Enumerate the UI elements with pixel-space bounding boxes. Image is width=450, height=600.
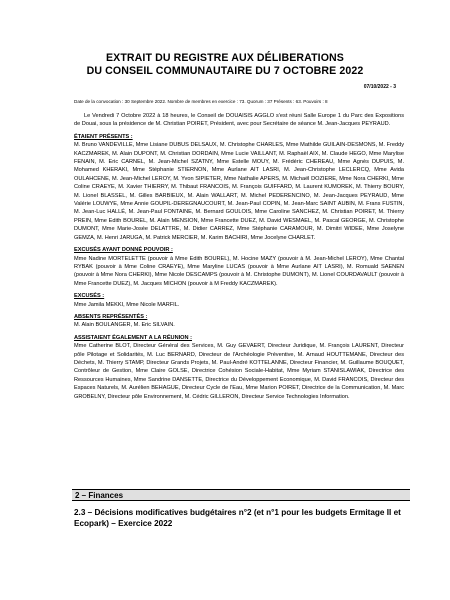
title-line-1: EXTRAIT DU REGISTRE AUX DÉLIBERATIONS [106, 52, 344, 64]
presents-heading: ÉTAIENT PRÉSENTS : [74, 133, 133, 140]
deliberation-reference: 07/10/2022 - 3 [363, 84, 396, 90]
excuses-pouvoir-heading: EXCUSÉS AYANT DONNÉ POUVOIR : [74, 247, 173, 254]
convocation-line: Date de la convocation : 30 Septembre 2022. Nombre de membres en exercice : 73. Quorum : 37 Présents : 63. Pouvoirs : 8 [74, 99, 328, 104]
assistaient-list: Mme Catherine BLOT, Directeur Général des Services, M. Guy GEVAERT, Directeur Juridique, M. François LAURENT, Directeur pôle Pilotage et Solidarités, M. Luc BERNARD, Directeur de l'Archéologie Préventive, M. Arnaud HOUTTEMANE, Directeur des Déchets, M. Thierry STAMP, Directeur Grands Projets, M. Paul-André KOTTELANNE, Directeur Financier, M. Guillaume BOUQUET, Contrôleur de Gestion, Mme Claire GOLSE, Directrice Cohésion Sociale-Habitat, Mme Myriam STANISLAWIAK, Directrice des Ressources Humaines, Mme Sandrine DANSETTE, Directrice du Développement Economique, M. David FRANCOIS, Directeur des Espaces Naturels, M. Aurélien BEHAGUE, Directeur Cycle de l'Eau, Mme Marion POIRET, Directrice de la Communication, M. Marc GROBELNY, Directeur pôle Environnement, M. Cédric GILLERON, Directeur Service Technologies Information. [74, 343, 404, 400]
intro-paragraph: Le Vendredi 7 Octobre 2022 à 18 heures, le Conseil de DOUAISIS AGGLO s'est réuni Salle Europe 1 du Parc des Expositions de Douai, sous la présidence de M. Christian POIRET, Président, avec pour Secrétaire de séance M. Jean-Jacques PEYRAUD. [74, 113, 404, 128]
absents-list: M. Alain BOULANGER, M. Eric SILVAIN. [74, 322, 175, 329]
title-line-2: DU CONSEIL COMMUNAUTAIRE DU 7 OCTOBRE 2022 [86, 65, 364, 77]
excuses-heading: EXCUSÉS : [74, 293, 105, 300]
absents-heading: ABSENTS REPRÉSENTÉS : [74, 313, 148, 320]
document-title [0, 52, 450, 78]
excuses-list: Mme Jamila MEKKI, Mme Nicole MARFIL. [74, 301, 180, 308]
document-body [74, 112, 404, 405]
assistaient-heading: ASSISTAIENT ÉGALEMENT A LA RÉUNION : [74, 334, 192, 341]
presents-list: M. Bruno VANDEVILLE, Mme Lisiane DUBUS DELSAUX, M. Christophe CHARLES, Mme Mathilde GUILAIN-DESMONS, M. Freddy KACZMAREK, M. Alain DUPONT, M. Christian DORDAIN, Mme Lucie VAILLANT, M. Raphaël AIX, M. Claude HEGO, Mme Marylise FENAIN, M. Eric CARNEL, M. Jean-Michel SZATNY, Mme Estelle MOUY, M. Frédéric CHEREAU, Mme Agnès DUPUIS, M. Mohamed KHERAKI, Mme Stéphanie STIERNON, Mme Aurlane AIT LASRI, M. Jean-Christophe LECLERCQ, Mme Avida OULAHCENE, M. Jean-Michel LEROY, M. Yvon SIPIETER, Mme Nathalie APERS, M. Michaël DOZIERE, Mme Nora CHERKI, Mme Coline CRAEYE, M. Xavier THIERRY, M. Thibaut FRANCOIS, M. François GUIFFARD, M. Laurent KUMOREK, M. Thierry BOURY, M. Lionel BLASSEL, M. Gilles BARBIEUX, M. Alain WALLART, M. Michel PEDERENCINO, M. Jean-Jacques PEYRAUD, Mme Valérie LOUWYE, Mme Annie GOUPIL-DEREGNAUCOURT, M. Jean-Paul COPIN, M. Jean-Marc SAINT AUBIN, M. Frans FUSTIN, M. Jean-Luc HALLÉ, M. Jean-Paul FONTAINE, M. Bernard GOULOIS, Mme Caroline SANCHEZ, M. Christian POIRET, M. Thierry PREIN, Mme Edith BOUREL, M. Alain MENSION, Mme Francette DUEZ, M. David WESMAEL, M. Pascal GEORGE, M. Christophe DUMONT, Mme Marie-Josée DELATTRE, M. Didier CARREZ, Mme Stéphanie CARAMOUR, M. Dimitri WIDEE, Mme Joselyne GEMZA, M. Henri JARUGA, M. Patrick MERCIER, M. Karim BACHIRI, Mme Jocelyne CHARLET. [74, 142, 404, 241]
section-heading-finances: 2 – Finances [72, 489, 410, 501]
deliberation-subtitle: 2.3 – Décisions modificatives budgétaires n°2 (et n°1 pour les budgets Ermitage II et Ecopark) – Exercice 2022 [74, 508, 401, 528]
excuses-pouvoir-list: Mme Nadine MORTELETTE (pouvoir à Mme Edith BOUREL), M. Hocine MAZY (pouvoir à M. Jean-Michel LEROY), Mme Chantal RYBAK (pouvoir à Mme Coline CRAEYE), Mme Maryline LUCAS (pouvoir à Mme Aurlane AIT LASRI), M. Romuald SAENEN (pouvoir à Mme Nora CHERKI), Mme Nicole DESCAMPS (pouvoir à M. Christophe DUMONT), M. Lionel COURDAVAULT (pouvoir à Mme Francette DUEZ), M. Jacques MICHON (pouvoir à M Freddy KACZMAREK). [74, 255, 404, 287]
